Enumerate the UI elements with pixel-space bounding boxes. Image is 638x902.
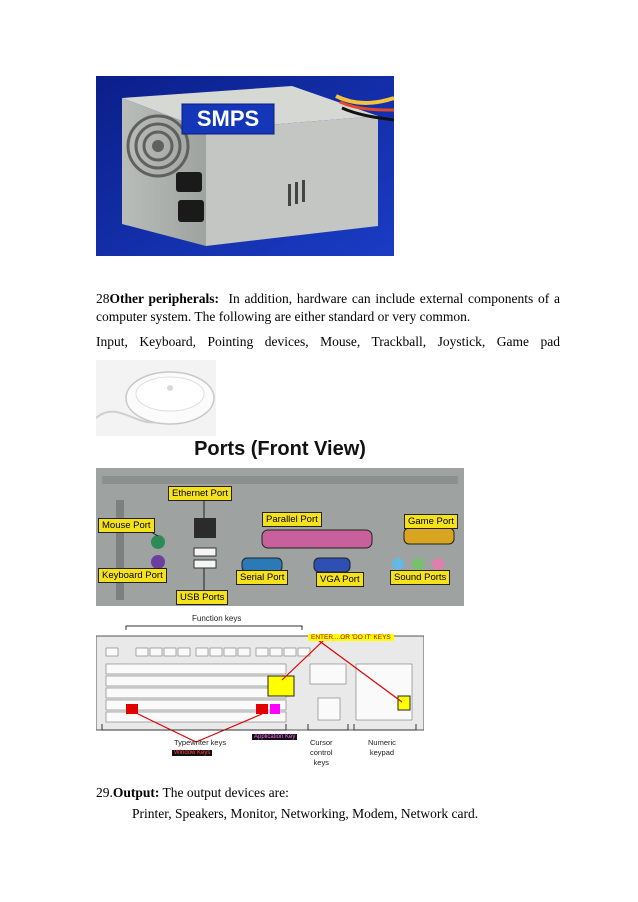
numeric-keypad-label bbox=[368, 738, 396, 758]
section-29-number: 29. bbox=[96, 785, 113, 800]
smps-label: SMPS bbox=[196, 106, 260, 131]
ports-title: Ports (Front View) bbox=[194, 438, 366, 460]
parallel-port-label: Parallel Port bbox=[262, 512, 322, 527]
section-29-heading-line bbox=[96, 784, 560, 802]
smps-illustration bbox=[96, 76, 394, 256]
section-28-line-1-text: In addition, hardware can include external components of a bbox=[228, 291, 560, 306]
section-28-heading: Other peripherals: bbox=[109, 291, 219, 306]
usb-ports-label: USB Ports bbox=[176, 590, 228, 605]
vga-port-label: VGA Port bbox=[316, 572, 364, 587]
section-29-output-list: Printer, Speakers, Monitor, Networking, Modem, Network card. bbox=[132, 806, 479, 821]
numeric-keypad-label-line-2: keypad bbox=[369, 748, 395, 757]
section-28-input-list: Input, Keyboard, Pointing devices, Mouse, Trackball, Joystick, Game pad bbox=[96, 334, 560, 349]
mouse-illustration bbox=[96, 360, 216, 436]
window-keys-label: Window Keys bbox=[174, 750, 211, 756]
section-29-intro: The output devices are: bbox=[162, 785, 289, 800]
typewriter-keys-label: Typewriter keys bbox=[174, 738, 227, 747]
ethernet-port-label: Ethernet Port bbox=[168, 486, 232, 501]
mouse-image bbox=[96, 360, 216, 436]
section-28-number: 28 bbox=[96, 291, 110, 306]
keyboard-port-label: Keyboard Port bbox=[98, 568, 167, 583]
smps-image bbox=[96, 76, 394, 256]
function-keys-label: Function keys bbox=[192, 614, 242, 623]
sound-ports-label: Sound Ports bbox=[390, 570, 450, 585]
enter-keys-label: ENTER....OR 'DO IT' KEYS bbox=[308, 634, 394, 641]
section-28-line-2: computer system. The following are either standard or very common. bbox=[96, 309, 471, 324]
cursor-keys-label-line-3: keys bbox=[313, 758, 329, 767]
cursor-keys-label-line-2: control bbox=[310, 748, 333, 757]
keyboard-image bbox=[96, 614, 424, 770]
cursor-keys-label bbox=[310, 738, 333, 768]
cursor-keys-label-line-1: Cursor bbox=[310, 738, 333, 747]
ports-image bbox=[96, 436, 464, 606]
section-29-heading: Output: bbox=[112, 785, 160, 800]
application-key-label: Application Key bbox=[254, 734, 296, 740]
serial-port-label: Serial Port bbox=[236, 570, 288, 585]
mouse-port-label: Mouse Port bbox=[98, 518, 155, 533]
game-port-label: Game Port bbox=[404, 514, 458, 529]
section-28-line-1 bbox=[96, 290, 560, 308]
numeric-keypad-label-line-1: Numeric bbox=[368, 738, 396, 747]
